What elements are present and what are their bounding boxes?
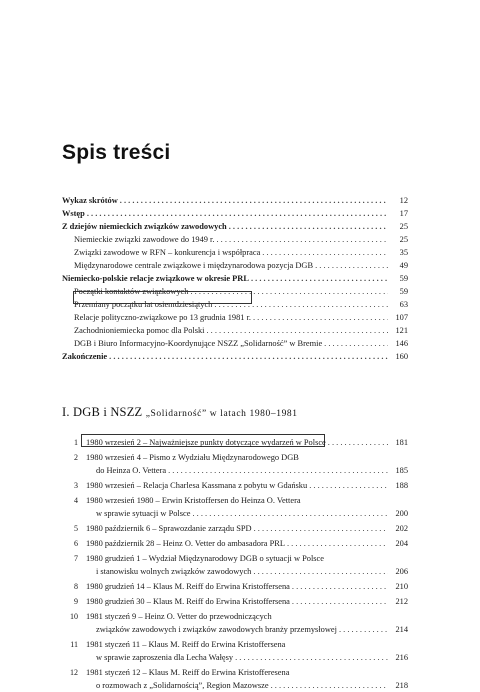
document-page: 212 [395,597,408,606]
toc-entry[interactable] [62,298,408,311]
document-entry[interactable] [62,436,408,449]
document-entry[interactable] [62,610,408,636]
toc-entry-page: 121 [395,326,408,335]
toc-entry[interactable] [62,337,408,350]
document-entry[interactable] [62,537,408,550]
toc-entry-title: Przemiany początku lat osiemdziesiątych [74,300,213,309]
dot-leader [315,259,388,272]
document-page: 185 [395,466,408,475]
document-entry[interactable] [62,451,408,477]
document-title-line: 1981 styczeń 11 – Klaus M. Reiff do Erwina Kristoffersena [86,640,286,649]
dot-leader [339,623,388,636]
document-number: 8 [74,582,78,591]
document-title-line: 1980 wrzesień 2 – Najważniejsze punkty dotyczące wydarzeń w Polsce [86,438,326,447]
toc-entry-page: 25 [399,235,408,244]
dot-leader [292,580,388,593]
toc-entry-page: 59 [399,287,408,296]
toc-entry-page: 146 [395,339,408,348]
document-title-line: 1980 wrzesień 4 – Pismo z Wydziału Międzynarodowego DGB [86,453,299,462]
toc-entry-title: DGB i Biuro Informacyjno-Koordynujące NSZZ „Solidarność” w Bremie [74,339,323,348]
dot-leader [262,246,388,259]
dot-leader [328,436,388,449]
toc-entry[interactable] [62,350,408,363]
document-title-line: 1980 październik 28 – Heinz O. Vetter do ambasadora PRL [86,539,285,548]
document-page: 214 [395,625,408,634]
document-title-line: 1981 styczeń 9 – Heinz O. Vetter do przewodniczących [86,612,272,621]
toc-entry-title: Zakończenie [62,352,108,361]
document-page: 204 [395,539,408,548]
toc-entry[interactable] [62,324,408,337]
toc-entry-title: Zachodnioniemiecka pomoc dla Polski [74,326,205,335]
document-entry[interactable] [62,522,408,535]
toc-entry-page: 59 [399,274,408,283]
table-of-contents [62,194,408,363]
dot-leader [120,194,388,207]
document-number: 5 [74,524,78,533]
toc-entry[interactable] [62,285,408,298]
document-title-line: związków zawodowych i związków zawodowych branży przemysłowej [96,625,337,634]
dot-leader [271,679,388,692]
toc-entry-title: Niemiecko-polskie relacje związkowe w okresie PRL [62,274,249,283]
page-title: Spis treści [62,141,171,164]
dot-leader [251,272,388,285]
document-number: 2 [74,453,78,462]
section-heading [62,405,298,420]
document-page: 202 [395,524,408,533]
document-list [62,436,408,692]
document-number: 1 [74,438,78,447]
toc-entry-title: Z dziejów niemieckich związków zawodowych [62,222,227,231]
document-page: 188 [395,481,408,490]
toc-entry-title: Związki zawodowe w RFN – konkurencja i współpraca [74,248,261,257]
toc-entry-page: 107 [395,313,408,322]
document-number: 9 [74,597,78,606]
toc-entry[interactable] [62,272,408,285]
document-entry[interactable] [62,494,408,520]
document-title-line: 1980 wrzesień – Relacja Charlesa Kassmana z pobytu w Gdańsku [86,481,308,490]
toc-entry[interactable] [62,311,408,324]
toc-entry[interactable] [62,220,408,233]
dot-leader [192,507,388,520]
toc-entry-page: 63 [399,300,408,309]
toc-entry-title: Wstęp [62,209,85,218]
document-number: 7 [74,554,78,563]
dot-leader [292,595,388,608]
toc-entry-page: 12 [399,196,408,205]
document-title-line: 1980 grudzień 1 – Wydział Międzynarodowy DGB o sytuacji w Polsce [86,554,324,563]
document-title-line: w sprawie sytuacji w Polsce [96,509,191,518]
document-number: 6 [74,539,78,548]
document-entry[interactable] [62,638,408,664]
document-page: 181 [395,438,408,447]
dot-leader [287,537,388,550]
toc-entry-page: 35 [399,248,408,257]
document-number: 3 [74,481,78,490]
document-number: 12 [70,668,78,677]
toc-entry-title: Międzynarodowe centrale związkowe i międzynarodowa pozycja DGB [74,261,314,270]
document-title-line: i stanowisku wolnych związków zawodowych [96,567,252,576]
dot-leader [109,350,388,363]
dot-leader [216,233,388,246]
document-entry[interactable] [62,552,408,578]
dot-leader [253,311,388,324]
toc-entry-title: Niemieckie związki zawodowe do 1949 r. [74,235,215,244]
dot-leader [168,464,388,477]
document-entry[interactable] [62,595,408,608]
toc-entry[interactable] [62,259,408,272]
toc-entry-title: Wykaz skrótów [62,196,118,205]
dot-leader [254,522,388,535]
document-page: 200 [395,509,408,518]
document-number: 4 [74,496,78,505]
dot-leader [206,324,388,337]
section-heading-rest: „Solidarność” w latach 1980–1981 [145,409,298,419]
section-heading-prefix: I. DGB i NSZZ [62,405,143,419]
document-title-line: do Heinza O. Vettera [96,466,167,475]
dot-leader [253,565,388,578]
document-page: 206 [395,567,408,576]
dot-leader [214,298,388,311]
document-page: 218 [395,681,408,690]
toc-entry-title: Początki kontaktów związkowych [74,287,189,296]
document-title-line: 1981 styczeń 12 – Klaus M. Reiff do Erwina Kristofferesena [86,668,290,677]
toc-entry[interactable] [62,233,408,246]
toc-entry-page: 49 [399,261,408,270]
dot-leader [229,220,388,233]
toc-entry[interactable] [62,194,408,207]
document-entry[interactable] [62,580,408,593]
toc-entry-title: Relacje polityczno-związkowe po 13 grudnia 1981 r. [74,313,251,322]
document-page: 216 [395,653,408,662]
document-entry[interactable] [62,666,408,692]
dot-leader [190,285,388,298]
document-title-line: w sprawie zaproszenia dla Lecha Wałęsy [96,653,234,662]
toc-entry-page: 160 [395,352,408,361]
toc-entry-page: 17 [399,209,408,218]
document-title-line: 1980 grudzień 14 – Klaus M. Reiff do Erwina Kristoffersena [86,582,290,591]
document-title-line: 1980 grudzień 30 – Klaus M. Reiff do Erwina Kristoffersena [86,597,290,606]
document-number: 10 [70,612,78,621]
toc-entry[interactable] [62,207,408,220]
dot-leader [235,651,388,664]
document-title-line: o rozmowach z „Solidarnością”, Region Mazowsze [96,681,269,690]
document-number: 11 [70,640,78,649]
dot-leader [87,207,388,220]
dot-leader [324,337,388,350]
document-page: 210 [395,582,408,591]
toc-entry-page: 25 [399,222,408,231]
document-title-line: 1980 wrzesień 1980 – Erwin Kristoffersen do Heinza O. Vettera [86,496,301,505]
dot-leader [309,479,388,492]
toc-entry[interactable] [62,246,408,259]
document-title-line: 1980 październik 6 – Sprawozdanie zarządu SPD [86,524,252,533]
document-entry[interactable] [62,479,408,492]
